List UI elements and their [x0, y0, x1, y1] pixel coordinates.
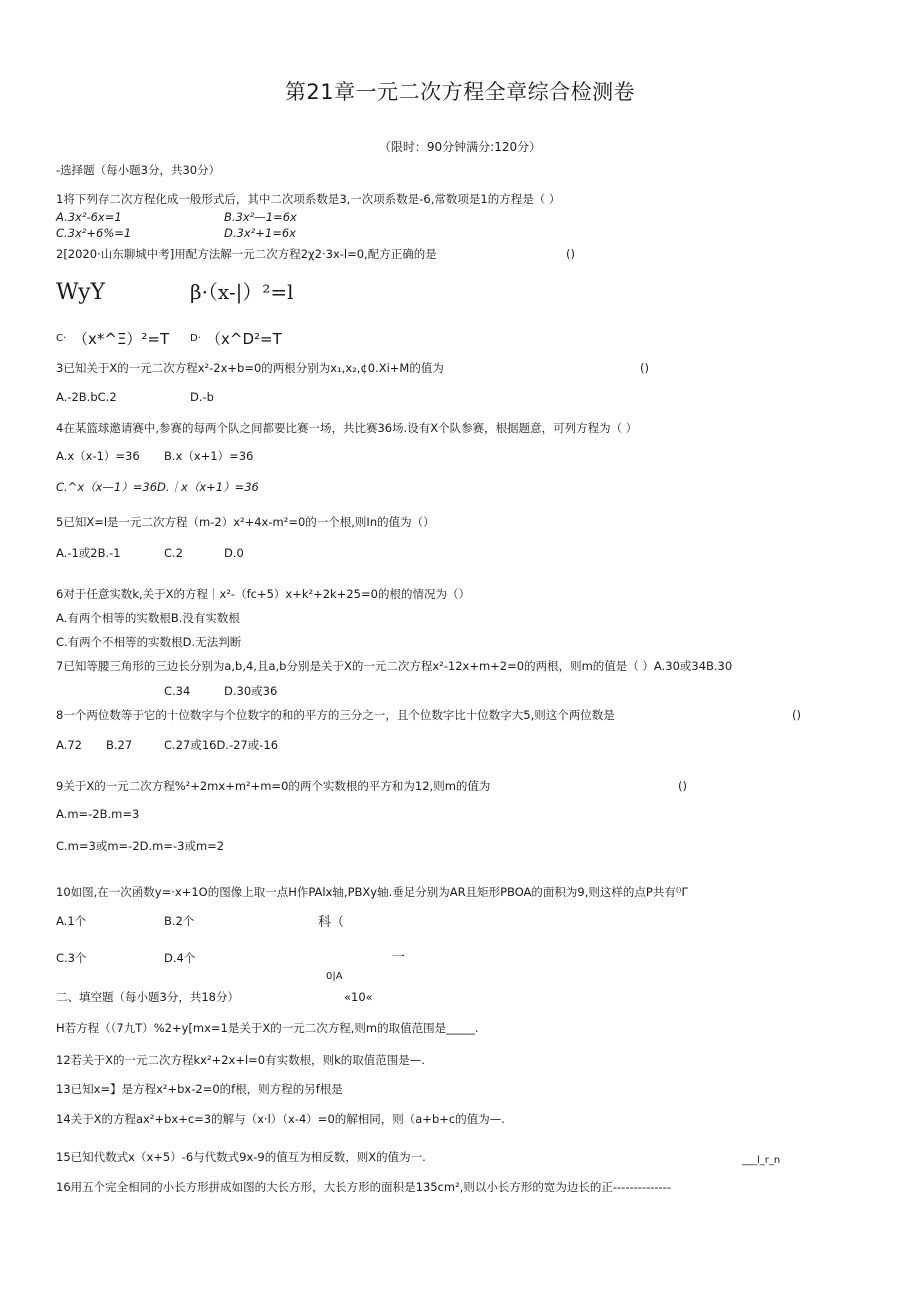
q7-stem: 7已知等腰三角形的三边长分别为a,b,4,且a,b分别是关于X的一元二次方程x²-12x+m+2=0的两根，则m的值是（ ）A.30或34B.30: [56, 659, 733, 673]
q8-answer-paren: (): [792, 708, 801, 722]
q6-stem: 6对于任意实数k,关于X的方程｜x²-（fc+5）x+k²+2k+25=0的根的情况为（）: [56, 587, 470, 601]
q9-stem: 9关于X的一元二次方程%²+2mx+m²+m=0的两个实数根的平方和为12,则m的值为: [56, 779, 491, 793]
q4-options-cd: C.^x（x—1）=36D.｜x（x+1）=36: [56, 480, 259, 494]
q10-option-d: D.4个: [164, 951, 196, 965]
q1-stem: 1将下列存二次方程化成一般形式后，其中二次项系数是3,一次项系数是-6,常数项是1的方程是（ ）: [56, 192, 561, 206]
section-heading-choice: -选择题（每小题3分，共30分）: [56, 163, 221, 177]
q10-option-a: A.1个: [56, 914, 87, 928]
q15-stem: 15已知代数式x（x+5）-6与代数式9x-9的值互为相反数，则X的值为一.: [56, 1150, 426, 1164]
q11-stem: H若方程（（7九T）%2+y[mx=1是关于X的一元二次方程,则m的取值范围是_____.: [56, 1021, 479, 1035]
q10-figure-label-2: 一: [392, 950, 406, 965]
q7-option-d: D.30或36: [224, 684, 278, 698]
q5-option-d: D.0: [224, 546, 244, 560]
q1-option-d: D.3x²+1=6x: [224, 226, 296, 240]
q5-stem: 5已知X=l是一元二次方程（m-2）x²+4x-m²=0的一个根,则In的值为（）: [56, 515, 435, 529]
q3-stem: 3已知关于X的一元二次方程x²-2x+b=0的两根分别为x₁,x₂,¢0.Xi+M的值为: [56, 361, 444, 375]
q7-option-c: C.34: [164, 684, 191, 698]
q16-stem: 16用五个完全相同的小长方形拼成如图的大长方形，大长方形的面积是135cm²,则以小长方形的宽为边长的正--------------: [56, 1180, 671, 1194]
q15-figure-label: ___l_r_n: [742, 1155, 781, 1166]
q10-figure-label-1: 科（: [318, 915, 345, 930]
q4-option-b: B.x（x+1）=36: [164, 449, 254, 463]
q1-option-b: B.3x²—1=6x: [224, 210, 297, 224]
q9-options-cd: C.m=3或m=-2D.m=-3或m=2: [56, 839, 225, 853]
time-limit-note: （限时：90分钟满分:120分）: [378, 140, 542, 154]
q14-stem: 14关于X的方程ax²+bx+c=3的解与（x·l）（x-4）=0的解相同，则（a+b+c的值为—.: [56, 1112, 505, 1126]
q1-option-a: A.3x²-6x=1: [56, 210, 122, 224]
q8-option-a: A.72: [56, 738, 82, 752]
q13-stem: 13已知x=】是方程x²+bx-2=0的f根，则方程的另f根是: [56, 1082, 343, 1096]
q3-answer-paren: (): [640, 361, 649, 375]
q6-options-ab: A.有两个相等的实数根B.没有实数根: [56, 611, 240, 625]
q4-option-a: A.x（x-1）=36: [56, 449, 140, 463]
q10-figure-caption: «10«: [344, 990, 373, 1004]
q9-answer-paren: (): [678, 779, 687, 793]
q1-option-c: C.3x²+6%=1: [56, 226, 132, 240]
q2-option-b: β·（x-|）²=l: [190, 280, 294, 304]
q10-stem: 10如图,在一次函数y=·x+1O的图像上取一点H作PAlx轴,PBXy轴.垂足分别为AR且矩形PBOA的面积为9,则这样的点P共有⁽⁾Γ: [56, 885, 688, 899]
q10-option-c: C.3个: [56, 951, 87, 965]
q5-option-c: C.2: [164, 546, 184, 560]
q2-option-a: WyY: [56, 280, 106, 305]
q2-stem: 2[2020·山东聊城中考]用配方法解一元二次方程2χ2·3x-l=0,配方正确的是: [56, 247, 437, 261]
q5-options-ab: A.-1或2B.-1: [56, 546, 121, 560]
q8-options-cd: C.27或16D.-27或-16: [164, 738, 279, 752]
q2-option-c-label: C·: [56, 333, 67, 344]
q2-option-d-label: D·: [190, 333, 201, 344]
q8-stem: 8一个两位数等于它的十位数字与个位数字的和的平方的三分之一，且个位数字比十位数字大5,则这个两位数是: [56, 708, 615, 722]
q12-stem: 12若关于X的一元二次方程kx²+2x+l=0有实数根，则k的取值范围是—.: [56, 1053, 425, 1067]
q3-options-abc: A.-2B.bC.2: [56, 390, 117, 404]
q2-answer-paren: (): [566, 247, 575, 261]
q2-option-c: （x*^Ξ）²=T: [73, 330, 170, 348]
q8-option-b: B.27: [106, 738, 133, 752]
q4-stem: 4在某篮球邀请赛中,参赛的每两个队之间都要比赛一场，共比赛36场.设有X个队参赛，根据题意，可列方程为（ ）: [56, 421, 638, 435]
q10-figure-axis-label: 0|A: [326, 971, 343, 982]
q3-option-d: D.-b: [190, 390, 214, 404]
q9-options-ab: A.m=-2B.m=3: [56, 807, 140, 821]
q10-option-b: B.2个: [164, 914, 195, 928]
page-title: 第21章一元二次方程全章综合检测卷: [284, 80, 636, 104]
q6-options-cd: C.有两个不相等的实数根D.无法判断: [56, 635, 242, 649]
section-heading-fill: 二、填空题（每小题3分，共18分）: [56, 990, 239, 1004]
q2-option-d: （x^D²=T: [206, 330, 282, 348]
